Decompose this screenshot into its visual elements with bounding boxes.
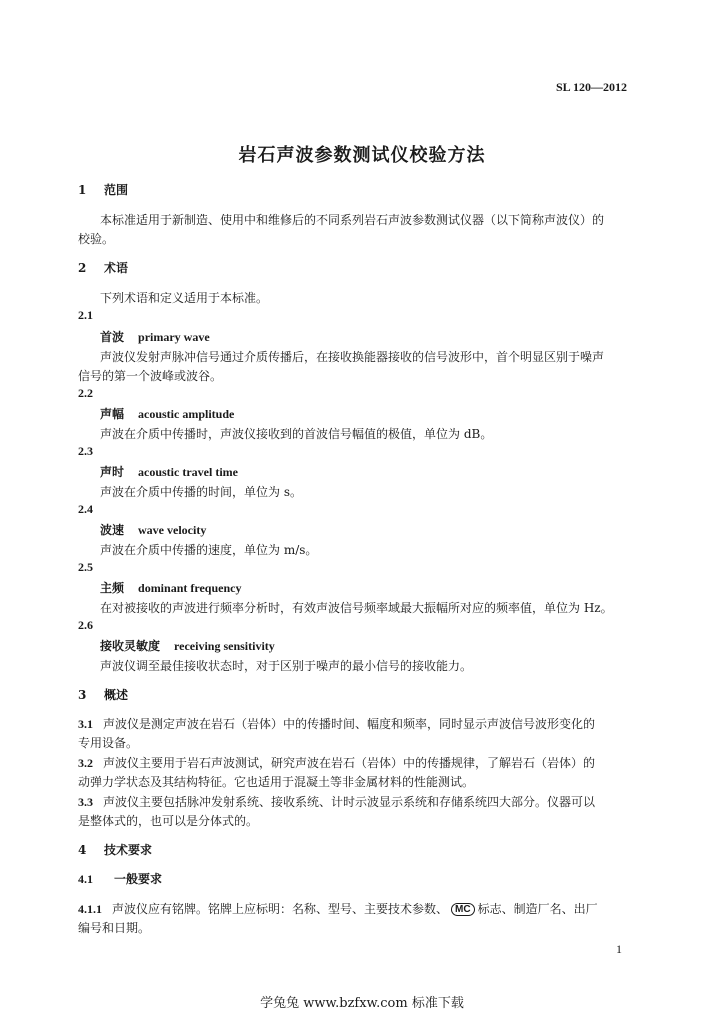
clause-text: 声波仪应有铭牌。铭牌上应标明：名称、型号、主要技术参数、 (112, 902, 449, 916)
term-en: wave velocity (138, 523, 207, 537)
clause-line (78, 900, 598, 917)
subsection-number: 4.1 (78, 872, 93, 886)
mc-metrology-mark-icon: MC (451, 903, 475, 916)
term-en: receiving sensitivity (174, 639, 275, 653)
term-zh: 首波 (100, 330, 125, 344)
term-zh: 接收灵敏度 (100, 639, 161, 653)
clause-line: 编号和日期。 (78, 921, 151, 935)
section-title: 术语 (104, 261, 129, 275)
term-heading (100, 405, 234, 422)
term-number: 2.1 (78, 308, 93, 322)
term-heading (100, 579, 241, 596)
term-number: 2.4 (78, 502, 93, 516)
term-en: acoustic amplitude (138, 407, 235, 421)
term-number: 2.3 (78, 444, 93, 458)
clause-number: 3.3 (78, 795, 93, 809)
term-definition: 声波在介质中传播的时间，单位为 s。 (100, 485, 302, 499)
footer-watermark: 学兔兔 www.bzfxw.com 标准下载 (260, 996, 464, 1011)
term-en: primary wave (138, 330, 210, 344)
subsection-title: 一般要求 (114, 872, 163, 886)
paragraph-line: 校验。 (78, 232, 115, 246)
clause-number: 4.1.1 (78, 902, 102, 916)
clause-line: 动弹力学状态及其结构特征。它也适用于混凝土等非金属材料的性能测试。 (78, 775, 475, 789)
paragraph-line: 本标准适用于新制造、使用中和维修后的不同系列岩石声波参数测试仪器（以下简称声波仪）的 (100, 213, 605, 227)
clause-line (78, 715, 595, 732)
section-title: 技术要求 (104, 843, 153, 857)
clause-line (78, 793, 595, 810)
clause-text: 声波仪主要包括脉冲发射系统、接收系统、计时示波显示系统和存储系统四大部分。仪器可以 (103, 795, 596, 809)
term-zh: 波速 (100, 523, 125, 537)
clause-number: 3.2 (78, 756, 93, 770)
clause-text: 声波仪是测定声波在岩石（岩体）中的传播时间、幅度和频率，同时显示声波信号波形变化的 (103, 717, 596, 731)
clause-line (78, 754, 595, 771)
term-heading (100, 637, 275, 654)
paragraph-line: 下列术语和定义适用于本标准。 (100, 291, 269, 305)
section-number: 3 (78, 688, 87, 702)
subsection-4-1-heading (78, 870, 162, 887)
clause-line: 专用设备。 (78, 736, 139, 750)
section-number: 1 (78, 183, 87, 197)
term-heading (100, 463, 238, 480)
clause-line: 是整体式的，也可以是分体式的。 (78, 814, 259, 828)
term-definition: 信号的第一个波峰或波谷。 (78, 369, 223, 383)
section-number: 2 (78, 261, 87, 275)
term-en: dominant frequency (138, 581, 242, 595)
term-en: acoustic travel time (138, 465, 238, 479)
section-2-heading (78, 259, 128, 276)
term-zh: 声时 (100, 465, 125, 479)
term-heading (100, 521, 206, 538)
term-definition: 声波在介质中传播的速度，单位为 m/s。 (100, 543, 318, 557)
page-number: 1 (616, 942, 622, 956)
term-definition: 在对被接收的声波进行频率分析时，有效声波信号频率域最大振幅所对应的频率值，单位为 Hz。 (100, 601, 613, 615)
term-number: 2.5 (78, 560, 93, 574)
term-zh: 声幅 (100, 407, 125, 421)
term-definition: 声波在介质中传播时，声波仪接收到的首波信号幅值的极值，单位为 dB。 (100, 427, 493, 441)
clause-number: 3.1 (78, 717, 93, 731)
section-3-heading (78, 686, 128, 703)
section-1-heading (78, 181, 128, 198)
term-heading (100, 328, 210, 345)
section-title: 范围 (104, 183, 129, 197)
term-number: 2.6 (78, 618, 93, 632)
clause-text: 标志、制造厂名、出厂 (477, 902, 598, 916)
term-definition: 声波仪发射声脉冲信号通过介质传播后，在接收换能器接收的信号波形中，首个明显区别于噪声 (100, 350, 605, 364)
term-definition: 声波仪调至最佳接收状态时，对于区别于噪声的最小信号的接收能力。 (100, 659, 473, 673)
standard-code: SL 120—2012 (556, 80, 628, 94)
document-title: 岩石声波参数测试仪校验方法 (238, 145, 486, 166)
term-zh: 主频 (100, 581, 125, 595)
clause-text: 声波仪主要用于岩石声波测试，研究声波在岩石（岩体）中的传播规律，了解岩石（岩体）的 (103, 756, 596, 770)
section-number: 4 (78, 843, 87, 857)
term-number: 2.2 (78, 386, 93, 400)
section-4-heading (78, 841, 152, 858)
section-title: 概述 (104, 688, 129, 702)
